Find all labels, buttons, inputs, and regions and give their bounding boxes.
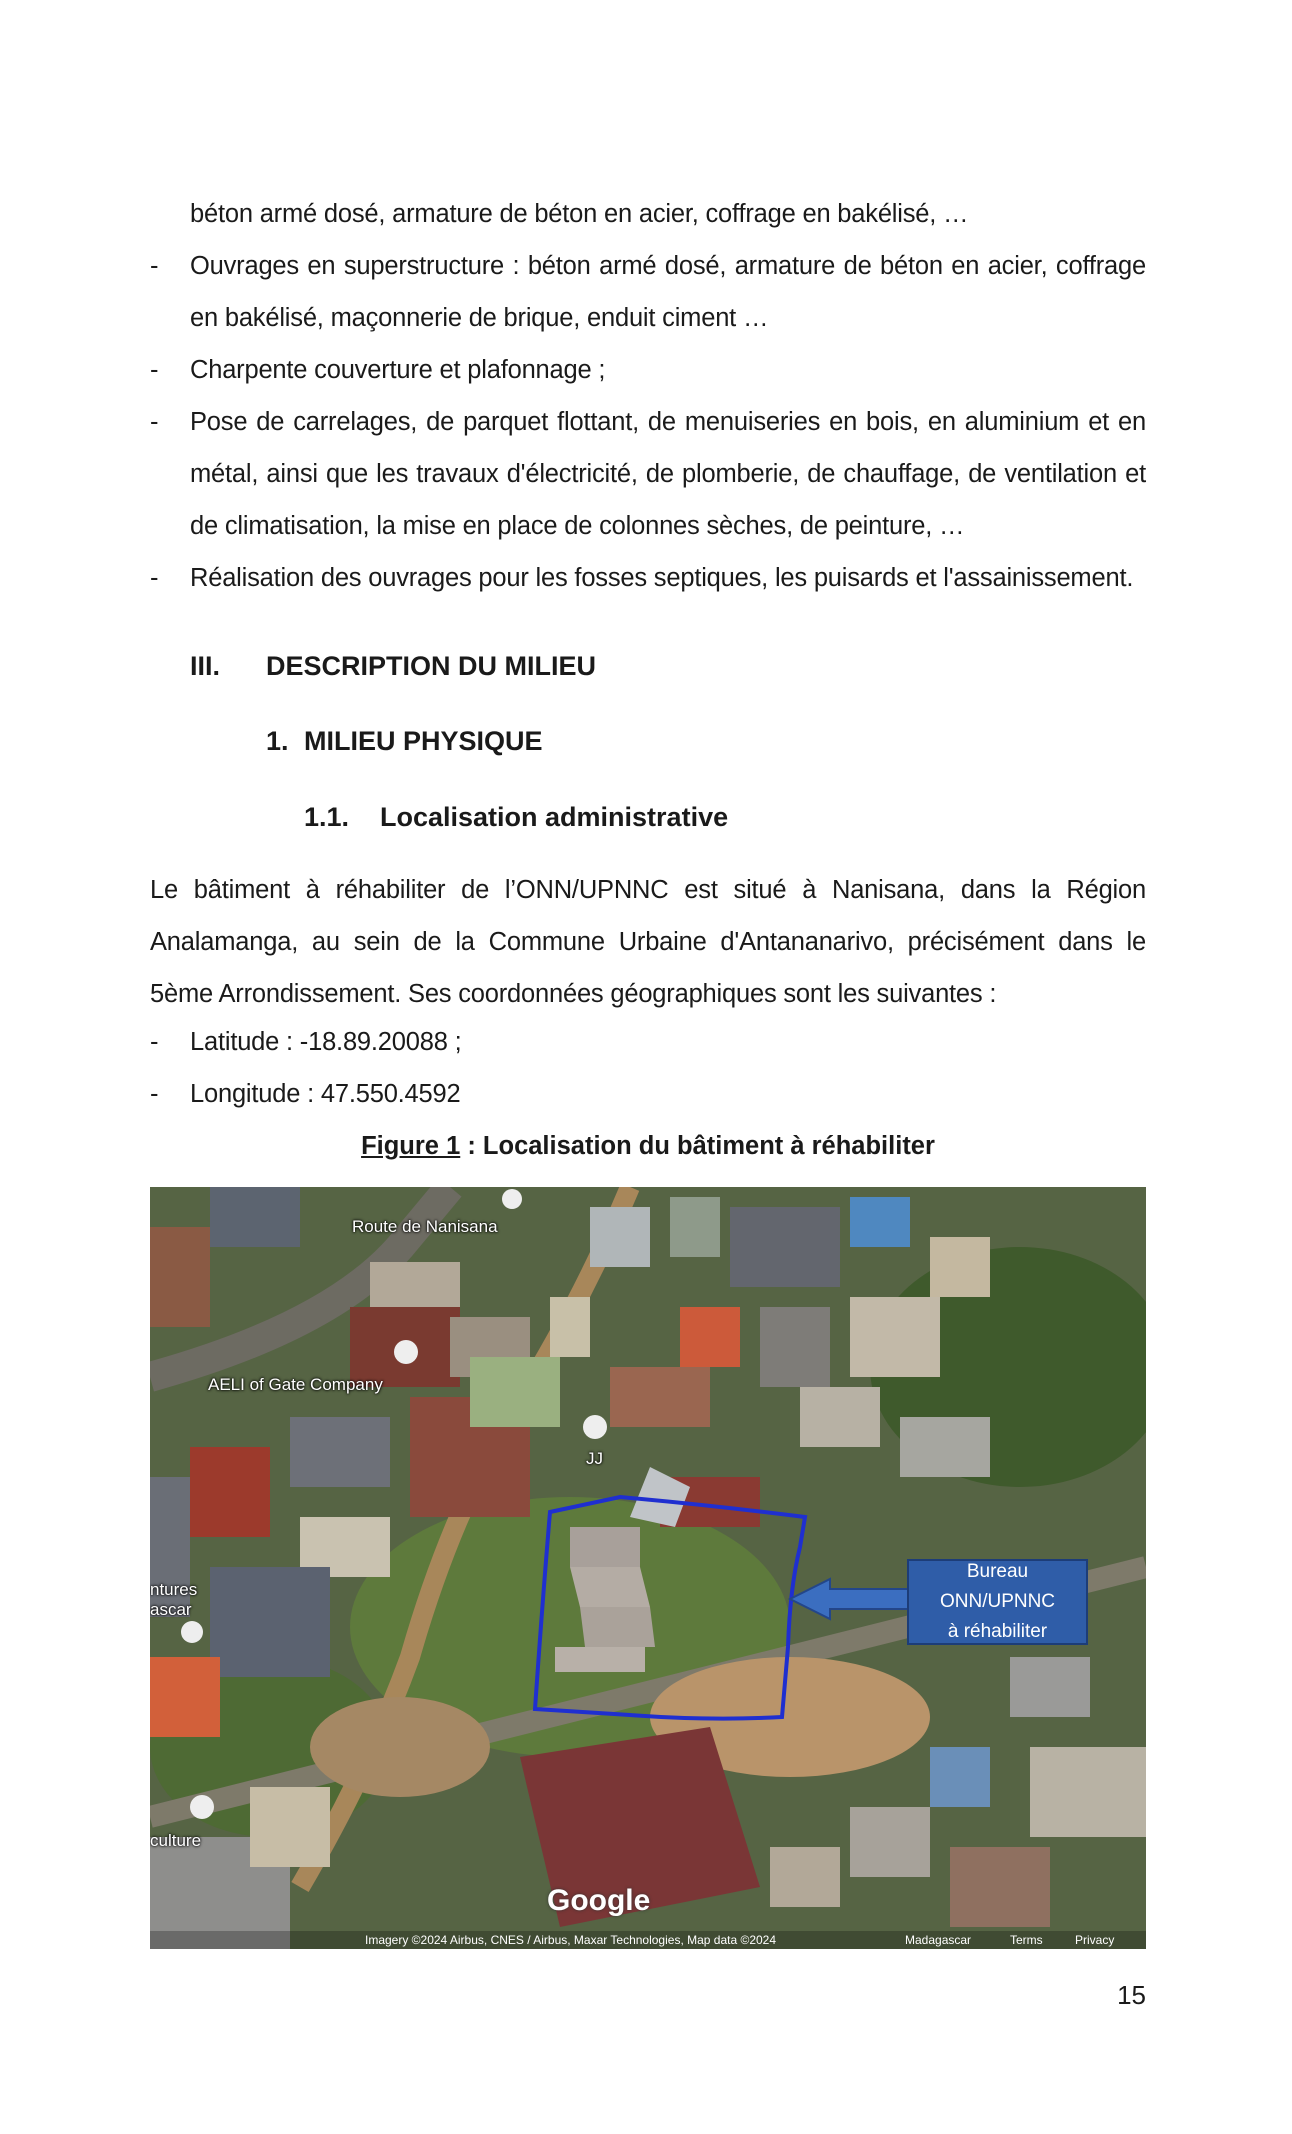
- bullet-dash: -: [150, 564, 159, 592]
- attribution-region: Madagascar: [905, 1933, 972, 1947]
- list-item: [150, 344, 1146, 396]
- bullet-dash: -: [150, 408, 159, 436]
- works-list: [150, 240, 1146, 604]
- subsection-number: 1.: [266, 726, 289, 756]
- attribution-privacy-link[interactable]: Privacy: [1075, 1933, 1115, 1947]
- figure-caption: [150, 1132, 1146, 1161]
- section-number: III.: [190, 651, 221, 681]
- map-label-left-bottom: ascar: [150, 1600, 192, 1619]
- satellite-map: [150, 1187, 1146, 1949]
- bullet-dash: -: [150, 356, 159, 384]
- list-item: [150, 240, 1146, 344]
- subsection-title: MILIEU PHYSIQUE: [304, 726, 543, 756]
- list-item: [150, 396, 1146, 552]
- longitude-text: Longitude : 47.550.4592: [190, 1080, 461, 1108]
- callout-line-1: Bureau ONN/UPNNC: [939, 1561, 1056, 1612]
- figure-label: Figure 1: [361, 1132, 461, 1160]
- list-item-text: Réalisation des ouvrages pour les fosses septiques, les puisards et l'assainissement.: [190, 564, 1134, 592]
- subsubsection-title: Localisation administrative: [380, 802, 729, 832]
- callout-line-2: à réhabiliter: [947, 1621, 1048, 1642]
- map-label-left-top: ntures: [150, 1580, 198, 1599]
- list-item: [150, 1068, 1146, 1120]
- list-item-text: Ouvrages en superstructure : béton armé dosé, armature de béton en acier, coffrage en bakélisé, maçonnerie de brique, enduit ciment …: [190, 252, 1146, 332]
- attribution-terms-link[interactable]: Terms: [1010, 1933, 1043, 1947]
- figure-caption-text: : Localisation du bâtiment à réhabiliter: [460, 1132, 935, 1160]
- list-item: [150, 552, 1146, 604]
- list-item-text: Charpente couverture et plafonnage ;: [190, 356, 606, 384]
- map-label-company: AELI of Gate Company: [208, 1375, 383, 1394]
- continuation-line: béton armé dosé, armature de béton en acier, coffrage en bakélisé, …: [190, 200, 969, 228]
- subsubsection-number: 1.1.: [304, 802, 350, 832]
- map-label-culture: culture: [150, 1831, 202, 1850]
- bullet-dash: -: [150, 1028, 159, 1056]
- bullet-dash: -: [150, 252, 159, 280]
- list-item: [150, 1016, 1146, 1068]
- latitude-text: Latitude : -18.89.20088 ;: [190, 1028, 462, 1056]
- attribution-text: Imagery ©2024 Airbus, CNES / Airbus, Maxar Technologies, Map data ©2024: [365, 1933, 777, 1947]
- location-paragraph: Le bâtiment à réhabiliter de l’ONN/UPNNC est situé à Nanisana, dans la Région Analamanga, au sein de la Commune Urbaine d'Antananarivo, précisément dans le 5ème Arrondissement. Ses coordonnées géographiques sont les suivantes :: [150, 876, 1146, 1008]
- section-title: DESCRIPTION DU MILIEU: [266, 651, 597, 681]
- map-label-jj: JJ: [586, 1449, 603, 1468]
- map-label-road: Route de Nanisana: [352, 1217, 498, 1236]
- site-callout: [907, 1559, 1088, 1645]
- coordinates-list: [150, 1016, 1146, 1120]
- bullet-dash: -: [150, 1080, 159, 1108]
- map-attribution: [150, 1931, 1146, 1949]
- list-item-text: Pose de carrelages, de parquet flottant, de menuiseries en bois, en aluminium et en métal, ainsi que les travaux d'électricité, de plomberie, de chauffage, de ventilation et de climatisation, la mise en place de colonnes sèches, de peinture, …: [190, 408, 1146, 540]
- page-number: 15: [1117, 1980, 1146, 2010]
- google-logo: Google: [547, 1884, 651, 1917]
